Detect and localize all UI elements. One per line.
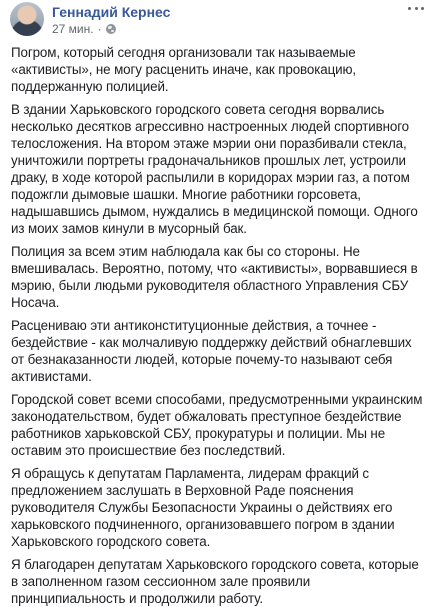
post-paragraph-6: Я обращусь к депутатам Парламента, лидерам фракций с предложением заслушать в Верховной Раде пояснения руководителя Службы Безопасности Украины о действиях его харьковского подчиненного, организовавшего погром в здании Харьковского городского совета. xyxy=(11,466,395,549)
post-paragraph-2: В здании Харьковского городского совета сегодня ворвались несколько десятков агрессивно настроенных людей спортивного телосложения. На втором этаже мэрии они поразбивали стекла, уничтожили портреты градоначальников прошлых лет, устроили драку, в ходе которой распылили в коридорах мэрии газ, а потом подожгли дымовые шашки. Многие работники горсовета, надышавшись дымом, нуждались в медицинской помощи. Одного из моих замов кинули в мусорный бак. xyxy=(11,102,418,236)
more-dot xyxy=(421,7,424,10)
post-paragraph-3: Полиция за всем этим наблюдала как бы со стороны. Не вмешивалась. Вероятно, потому, что «активисты», ворвавшиеся в мэрию, были людьми руководителя областного Управления СБУ Носача. xyxy=(11,244,418,310)
author-avatar[interactable] xyxy=(10,2,44,36)
post-header xyxy=(8,0,426,40)
more-dot xyxy=(415,7,418,10)
post-paragraph-5: Городской совет всеми способами, предусмотренными украинским законодательством, будет обжаловать преступное бездействие работников харьковской СБУ, прокуратуры и полиции. Мы не оставим это происшествие без последствий. xyxy=(11,392,423,458)
more-options-icon[interactable] xyxy=(408,2,424,14)
globe-icon[interactable] xyxy=(106,24,116,34)
post-text xyxy=(8,44,426,607)
more-dot xyxy=(408,7,411,10)
post-subline xyxy=(52,21,170,37)
post-paragraph-7: Я благодарен депутатам Харьковского городского совета, которые в заполненном газом сессионном зале проявили принципиальность и продолжили работу. xyxy=(11,557,419,606)
author-name[interactable]: Геннадий Кернес xyxy=(52,4,171,20)
post-paragraph-1: Погром, который сегодня организовали так называемые «активисты», не могу расценить иначе, как провокацию, поддержанную полицией. xyxy=(11,45,357,94)
separator-dot: · xyxy=(97,22,102,36)
post-timestamp[interactable]: 27 мин. xyxy=(52,22,94,36)
post-paragraph-4: Расцениваю эти антиконституционные действия, а точнее - бездействие - как молчаливую поддержку действий обнаглевших от безнаказанности людей, которые почему-то называют себя активистами. xyxy=(11,318,412,384)
post-meta xyxy=(52,2,170,37)
